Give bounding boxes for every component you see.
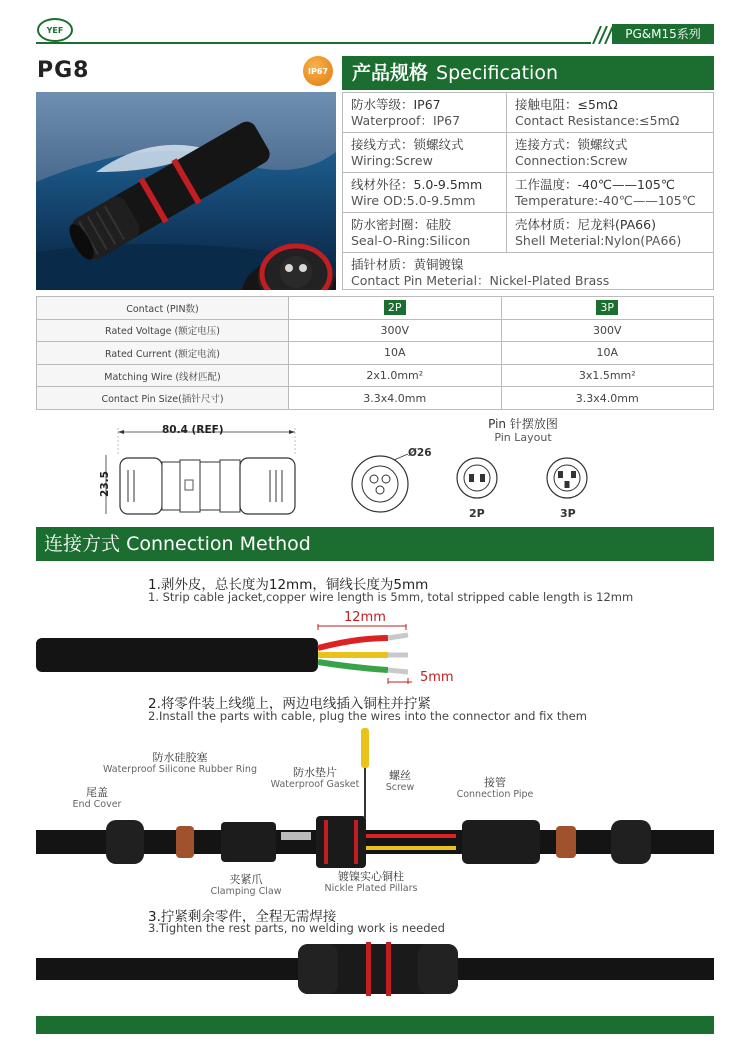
- spec-text: 接线方式：锁螺纹式: [351, 137, 464, 152]
- part-label-en: Connection Pipe: [456, 789, 534, 800]
- step2-cn: 2.将零件装上线缆上，两边电线插入铜柱并拧紧: [148, 696, 431, 712]
- ip67-badge-text: IP67: [308, 66, 328, 76]
- spec-pin-material: [343, 253, 713, 289]
- spec-text: Wire OD:5.0-9.5mm: [351, 193, 476, 208]
- header-rule: [36, 42, 591, 44]
- dim-5mm: 5mm: [420, 670, 454, 685]
- spec-text: 接触电阻：≤5mΩ: [515, 97, 618, 112]
- spec-wire-od: [343, 173, 507, 213]
- spec-seal: [343, 213, 507, 253]
- row-label: Matching Wire (线材匹配): [37, 364, 289, 387]
- footer-bar: [36, 1016, 714, 1034]
- row-label: Rated Voltage (额定电压): [37, 319, 289, 342]
- model-name: PG8: [37, 58, 90, 83]
- stripe-decoration: [591, 26, 613, 44]
- spec-text: Connection:Screw: [515, 153, 628, 168]
- part-label-cn: 防水硅胶塞: [152, 751, 208, 764]
- label-nickel-pillars: [315, 871, 427, 895]
- spec-header: [342, 56, 714, 90]
- rating-table: [36, 296, 714, 410]
- spec-title-cn: 产品规格: [352, 62, 429, 84]
- part-label-en: Waterproof Silicone Rubber Ring: [103, 764, 257, 775]
- row-label: Contact (PIN数): [37, 297, 289, 320]
- cell-3p: 10A: [501, 342, 714, 365]
- spec-text: 防水等级：IP67: [351, 97, 441, 112]
- pin-2p-label: 2P: [469, 507, 485, 520]
- spec-contact-resistance: [507, 93, 713, 133]
- part-label-en: Nickle Plated Pillars: [324, 883, 418, 894]
- step3-cn: 3.拧紧剩余零件，全程无需焊接: [148, 909, 337, 925]
- part-label-cn: 夹紧爪: [229, 873, 263, 886]
- series-label: PG&M15系列: [612, 24, 714, 44]
- spec-grid: [342, 92, 714, 290]
- brand-logo: [37, 18, 73, 42]
- spec-temperature: [507, 173, 713, 213]
- part-label-cn: 尾盖: [86, 786, 108, 799]
- length-dimension: 80.4 (REF): [162, 424, 224, 436]
- pin-badge-3p: 3P: [596, 300, 618, 315]
- ip67-badge: [303, 56, 333, 86]
- cell-3p: 3.3x4.0mm: [501, 387, 714, 410]
- end-view-drawing: [348, 452, 412, 516]
- table-row: [37, 342, 714, 365]
- pin-layout-title: [478, 417, 568, 445]
- step3-en: 3.Tighten the rest parts, no welding work is needed: [148, 921, 445, 935]
- connection-header: [36, 527, 714, 561]
- spec-text: Waterproof：IP67: [351, 113, 461, 128]
- spec-connection: [507, 133, 713, 173]
- assembly-diagram: [36, 720, 714, 880]
- spec-text: Shell Meterial:Nylon(PA66): [515, 233, 682, 248]
- part-label-en: Clamping Claw: [210, 886, 282, 897]
- pin-3p-diagram: [545, 456, 589, 500]
- spec-waterproof: [343, 93, 507, 133]
- product-photo: [36, 92, 336, 290]
- logo-text: YEF: [46, 25, 64, 35]
- cell-2p: 300V: [289, 319, 502, 342]
- step1-en: 1. Strip cable jacket,copper wire length is 5mm, total stripped cable length is 12mm: [148, 590, 634, 604]
- spec-text: Wiring:Screw: [351, 153, 433, 168]
- table-row: [37, 297, 714, 320]
- assembled-diagram: [36, 938, 714, 1002]
- cell-2p: 3.3x4.0mm: [289, 387, 502, 410]
- diameter-label: Ø26: [408, 447, 432, 459]
- spec-wiring: [343, 133, 507, 173]
- row-label: Contact Pin Size(插针尺寸): [37, 387, 289, 410]
- table-row: [37, 364, 714, 387]
- step2-en: 2.Install the parts with cable, plug the wires into the connector and fix them: [148, 709, 587, 723]
- spec-text: 壳体材质：尼龙料(PA66): [515, 217, 656, 232]
- pin-3p-label: 3P: [560, 507, 576, 520]
- spec-text: Contact Pin Meterial：Nickel-Plated Brass: [351, 273, 610, 288]
- spec-text: Temperature:-40℃——105℃: [515, 193, 696, 208]
- label-clamping-claw: [200, 874, 292, 898]
- label-screw: [375, 770, 425, 794]
- part-label-en: Waterproof Gasket: [270, 779, 360, 790]
- spec-text: 插针材质：黄铜镀镍: [351, 257, 464, 272]
- table-row: [37, 319, 714, 342]
- label-end-cover: [62, 787, 132, 811]
- spec-text: Contact Resistance:≤5mΩ: [515, 113, 680, 128]
- spec-text: Seal-O-Ring:Silicon: [351, 233, 471, 248]
- step1-cn: 1.剥外皮，总长度为12mm，铜线长度为5mm: [148, 577, 429, 593]
- part-label-cn: 螺丝: [389, 769, 411, 782]
- pin-2p-diagram: [455, 456, 499, 500]
- spec-text: 防水密封圈：硅胶: [351, 217, 452, 232]
- part-label-en: Screw: [385, 782, 415, 793]
- height-dimension: 23.5: [98, 471, 111, 497]
- cell-2p: 10A: [289, 342, 502, 365]
- spec-shell: [507, 213, 713, 253]
- dim-12mm: 12mm: [344, 610, 386, 625]
- pin-badge-2p: 2P: [384, 300, 406, 315]
- part-label-en: End Cover: [72, 799, 122, 810]
- pin-layout-title-cn: Pin 针摆放图: [488, 417, 558, 431]
- part-label-cn: 防水垫片: [293, 766, 337, 779]
- cell-3p: 300V: [501, 319, 714, 342]
- row-label: Rated Current (额定电流): [37, 342, 289, 365]
- spec-text: 连接方式：锁螺纹式: [515, 137, 628, 152]
- spec-text: 线材外径：5.0-9.5mm: [351, 177, 483, 192]
- part-label-cn: 镀镍实心铜柱: [338, 870, 404, 883]
- connection-title-cn: 连接方式: [44, 533, 121, 555]
- label-connection-pipe: [450, 777, 540, 801]
- part-label-cn: 接管: [484, 776, 506, 789]
- label-gasket: [260, 767, 370, 791]
- connection-title-en: Connection Method: [126, 533, 311, 555]
- spec-text: 工作温度：-40℃——105℃: [515, 177, 675, 192]
- cell-3p: [501, 297, 714, 320]
- spec-title-en: Specification: [436, 62, 559, 84]
- cell-2p: [289, 297, 502, 320]
- label-rubber-ring: [95, 752, 265, 776]
- table-row: [37, 387, 714, 410]
- cell-3p: 3x1.5mm²: [501, 364, 714, 387]
- pin-layout-title-en: Pin Layout: [494, 431, 552, 444]
- cell-2p: 2x1.0mm²: [289, 364, 502, 387]
